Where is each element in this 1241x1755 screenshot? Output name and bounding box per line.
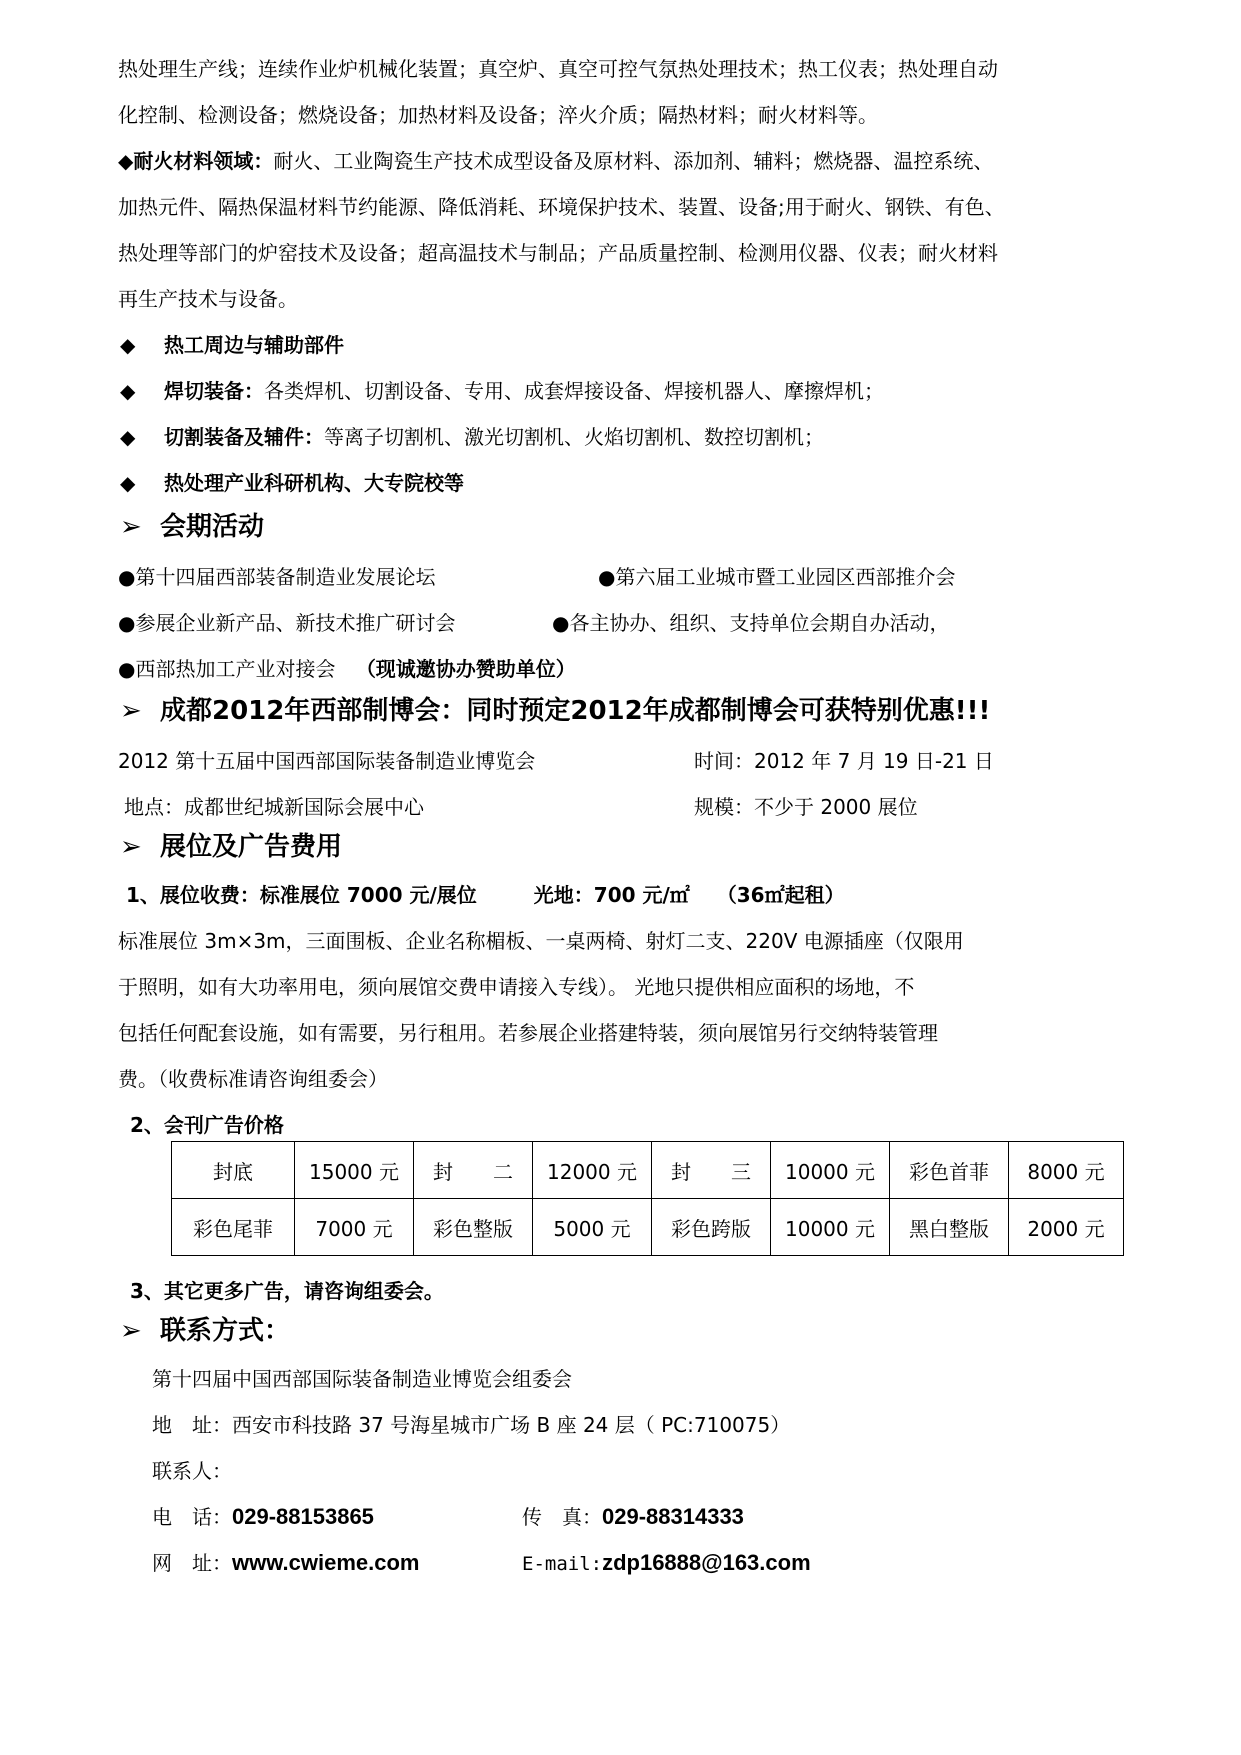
table-cell: 彩色整版 xyxy=(414,1199,533,1256)
diamond-icon: ◆ xyxy=(120,471,136,495)
activity-item: ●各主协办、组织、支持单位会期自办活动， xyxy=(552,611,950,635)
booth-fee-title: 1、展位收费：标准展位 7000 元/展位 xyxy=(126,883,477,907)
bullet-item xyxy=(120,424,824,450)
contact-org: 第十四届中国西部国际装备制造业博览会组委会 xyxy=(152,1367,572,1391)
arrow-icon: ➢ xyxy=(120,1316,142,1346)
diamond-icon: ◆ xyxy=(120,333,136,357)
table-cell: 彩色首菲 xyxy=(890,1142,1009,1199)
chengdu-event: 2012 第十五届中国西部国际装备制造业博览会 xyxy=(118,749,536,773)
address-label: 地 址： xyxy=(152,1413,232,1437)
chengdu-time: 时间：2012 年 7 月 19 日-21 日 xyxy=(694,749,994,773)
phone-value: 029-88153865 xyxy=(232,1504,374,1529)
bullet-label: 热处理产业科研机构、大专院校等 xyxy=(164,471,464,495)
table-cell: 15000 元 xyxy=(295,1142,414,1199)
bullet-text: 各类焊机、切割设备、专用、成套焊接设备、焊接机器人、摩擦焊机； xyxy=(264,379,884,403)
table-row xyxy=(172,1199,1124,1256)
intro-line-2: 化控制、检测设备；燃烧设备；加热材料及设备；淬火介质；隔热材料；耐火材料等。 xyxy=(118,103,878,127)
web-link[interactable]: www.cwieme.com xyxy=(232,1550,420,1575)
table-cell: 12000 元 xyxy=(533,1142,652,1199)
sponsor-note: （现诚邀协办赞助单位） xyxy=(355,657,576,681)
activity-item: ●第十四届西部装备制造业发展论坛 xyxy=(118,565,436,589)
contact-heading xyxy=(120,1314,290,1348)
refractory-line-1 xyxy=(118,148,993,174)
table-cell: 彩色跨版 xyxy=(652,1199,771,1256)
ad-title: 2、会刊广告价格 xyxy=(130,1113,284,1137)
contact-person: 联系人： xyxy=(152,1459,232,1483)
bullet-item xyxy=(120,378,884,404)
bullet-label: 焊切装备： xyxy=(164,379,264,403)
refractory-line-2: 加热元件、隔热保温材料节约能源、降低消耗、环境保护技术、装置、设备;用于耐火、钢铁、有色、 xyxy=(118,195,1005,219)
table-cell: 彩色尾菲 xyxy=(172,1199,295,1256)
activities-heading xyxy=(120,510,264,544)
table-cell: 黑白整版 xyxy=(890,1199,1009,1256)
activity-item xyxy=(118,656,576,682)
table-cell: 封底 xyxy=(172,1142,295,1199)
intro-line-1: 热处理生产线；连续作业炉机械化装置；真空炉、真空可控气氛热处理技术；热工仪表；热处理自动 xyxy=(118,57,998,81)
contact-heading-text: 联系方式： xyxy=(160,1316,291,1346)
booth-desc-line: 费。（收费标准请咨询组委会） xyxy=(118,1067,388,1091)
fax-label: 传 真： xyxy=(522,1505,602,1529)
bullet-label: 热工周边与辅助部件 xyxy=(164,333,344,357)
fees-heading-text: 展位及广告费用 xyxy=(160,832,343,862)
table-cell: 封 二 xyxy=(414,1142,533,1199)
refractory-label: ◆耐火材料领域： xyxy=(118,149,274,173)
table-cell: 8000 元 xyxy=(1009,1142,1124,1199)
fees-heading xyxy=(120,830,342,864)
refractory-line-4: 再生产技术与设备。 xyxy=(118,287,298,311)
table-cell: 2000 元 xyxy=(1009,1199,1124,1256)
chengdu-heading xyxy=(120,694,990,728)
booth-fee-line xyxy=(126,882,845,908)
contact-web xyxy=(152,1550,419,1576)
booth-desc-line: 于照明，如有大功率用电，须向展馆交费申请接入专线）。 光地只提供相应面积的场地，不 xyxy=(118,975,915,999)
ad-price-table xyxy=(171,1141,1124,1256)
chengdu-venue: 地点：成都世纪城新国际会展中心 xyxy=(124,795,424,819)
activity-item: ●参展企业新产品、新技术推广研讨会 xyxy=(118,611,456,635)
contact-fax xyxy=(522,1504,744,1530)
bullet-text: 等离子切割机、激光切割机、火焰切割机、数控切割机； xyxy=(324,425,824,449)
arrow-icon: ➢ xyxy=(120,512,142,542)
email-label: E-mail: xyxy=(522,1553,603,1575)
space-min: （36㎡起租） xyxy=(716,883,845,907)
bullet-item xyxy=(120,332,344,358)
fax-value: 029-88314333 xyxy=(602,1504,744,1529)
other-ads-note: 3、其它更多广告，请咨询组委会。 xyxy=(130,1279,444,1303)
activity-item: ●第六届工业城市暨工业园区西部推介会 xyxy=(598,565,956,589)
table-cell: 7000 元 xyxy=(295,1199,414,1256)
chengdu-heading-text: 成都2012年西部制博会：同时预定2012年成都制博会可获特别优惠!!! xyxy=(160,696,991,726)
bullet-item xyxy=(120,470,464,496)
arrow-icon: ➢ xyxy=(120,696,142,726)
phone-label: 电 话： xyxy=(152,1505,232,1529)
contact-email xyxy=(522,1550,811,1577)
table-cell: 封 三 xyxy=(652,1142,771,1199)
bullet-label: 切割装备及辅件： xyxy=(164,425,324,449)
table-cell: 5000 元 xyxy=(533,1199,652,1256)
table-row xyxy=(172,1142,1124,1199)
contact-address xyxy=(152,1412,790,1438)
space-price: 光地：700 元/㎡ xyxy=(533,883,690,907)
chengdu-scale: 规模：不少于 2000 展位 xyxy=(694,795,918,819)
arrow-icon: ➢ xyxy=(120,832,142,862)
diamond-icon: ◆ xyxy=(120,379,136,403)
refractory-line-3: 热处理等部门的炉窑技术及设备；超高温技术与制品；产品质量控制、检测用仪器、仪表；耐火材料 xyxy=(118,241,998,265)
web-label: 网 址： xyxy=(152,1551,232,1575)
table-cell: 10000 元 xyxy=(771,1142,890,1199)
email-link[interactable]: zdp16888@163.com xyxy=(602,1550,811,1575)
booth-desc-line: 包括任何配套设施，如有需要，另行租用。若参展企业搭建特装，须向展馆另行交纳特装管理 xyxy=(118,1021,938,1045)
refractory-text-1: 耐火、工业陶瓷生产技术成型设备及原材料、添加剂、辅料；燃烧器、温控系统、 xyxy=(273,149,994,173)
activities-heading-text: 会期活动 xyxy=(160,512,265,542)
booth-desc-line: 标准展位 3m×3m，三面围板、企业名称楣板、一桌两椅、射灯二支、220V 电源插座（仅限用 xyxy=(118,929,964,953)
activity-item-text: ●西部热加工产业对接会 xyxy=(118,657,336,681)
address-value: 西安市科技路 37 号海星城市广场 B 座 24 层（ PC:710075） xyxy=(232,1413,791,1437)
table-cell: 10000 元 xyxy=(771,1199,890,1256)
contact-phone xyxy=(152,1504,374,1530)
diamond-icon: ◆ xyxy=(120,425,136,449)
